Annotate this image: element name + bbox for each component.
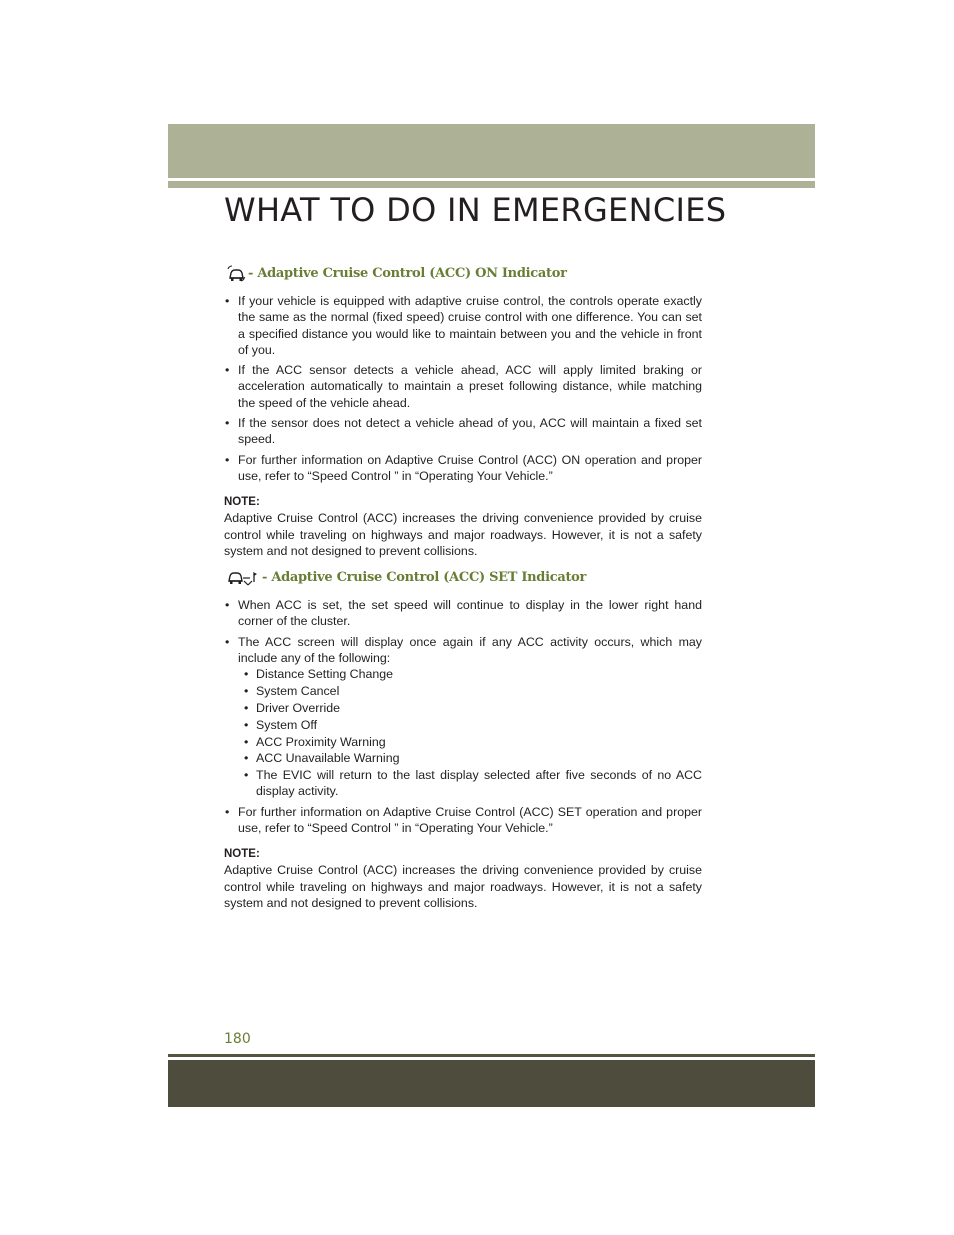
list-item: • For further information on Adaptive Cruise Control (ACC) ON operation and proper use, refer to “Speed Control ” in “Operating Your Vehicle.”	[224, 452, 702, 485]
section-heading-acc-set	[226, 568, 702, 588]
sub-bullet-list	[244, 666, 702, 799]
page-content	[224, 264, 702, 920]
sub-list-item: • System Off	[244, 717, 702, 733]
sub-list-item: • Driver Override	[244, 700, 702, 716]
list-item: • When ACC is set, the set speed will continue to display in the lower right hand corner of the cluster.	[224, 597, 702, 630]
sub-list-item: • The EVIC will return to the last display selected after five seconds of no ACC display activity.	[244, 767, 702, 800]
list-item: • If the ACC sensor detects a vehicle ahead, ACC will apply limited braking or acceleration automatically to maintain a preset following distance, while matching the speed of the vehicle ahead.	[224, 362, 702, 411]
section-heading-text: - Adaptive Cruise Control (ACC) SET Indicator	[262, 570, 587, 585]
bullet-list	[224, 597, 702, 836]
sub-list-item: • System Cancel	[244, 683, 702, 699]
list-item: • If your vehicle is equipped with adaptive cruise control, the controls operate exactly the same as the normal (fixed speed) cruise control with one difference. You can set a specified distance you would like to maintain between you and the vehicle in front of you.	[224, 293, 702, 358]
note-text: Adaptive Cruise Control (ACC) increases the driving convenience provided by cruise control while traveling on highways and major roadways. However, it is not a safety system and not designed to prevent collisions.	[224, 511, 702, 558]
page-title: WHAT TO DO IN EMERGENCIES	[224, 191, 727, 229]
sub-list-item: • ACC Proximity Warning	[244, 734, 702, 750]
page-number: 180	[224, 1031, 251, 1047]
footer-stripe	[168, 1054, 815, 1057]
header-band	[168, 124, 815, 178]
sub-list-item: • ACC Unavailable Warning	[244, 750, 702, 766]
section-heading-acc-on	[226, 264, 702, 284]
list-item: • For further information on Adaptive Cruise Control (ACC) SET operation and proper use, refer to “Speed Control ” in “Operating Your Vehicle.”	[224, 804, 702, 837]
list-item	[224, 634, 702, 800]
acc-set-icon	[226, 569, 260, 587]
list-item: • If the sensor does not detect a vehicle ahead of you, ACC will maintain a fixed set speed.	[224, 415, 702, 448]
note-text: Adaptive Cruise Control (ACC) increases the driving convenience provided by cruise control while traveling on highways and major roadways. However, it is not a safety system and not designed to prevent collisions.	[224, 863, 702, 910]
acc-on-icon	[226, 265, 246, 283]
note-label: NOTE:	[224, 848, 260, 861]
note-label: NOTE:	[224, 496, 260, 509]
list-item-text: The ACC screen will display once again if any ACC activity occurs, which may include any of the following:	[238, 634, 702, 666]
bullet-list	[224, 293, 702, 484]
footer-band	[168, 1060, 815, 1107]
sub-list-item: • Distance Setting Change	[244, 666, 702, 682]
section-heading-text: - Adaptive Cruise Control (ACC) ON Indicator	[248, 265, 567, 281]
header-stripe	[168, 181, 815, 188]
